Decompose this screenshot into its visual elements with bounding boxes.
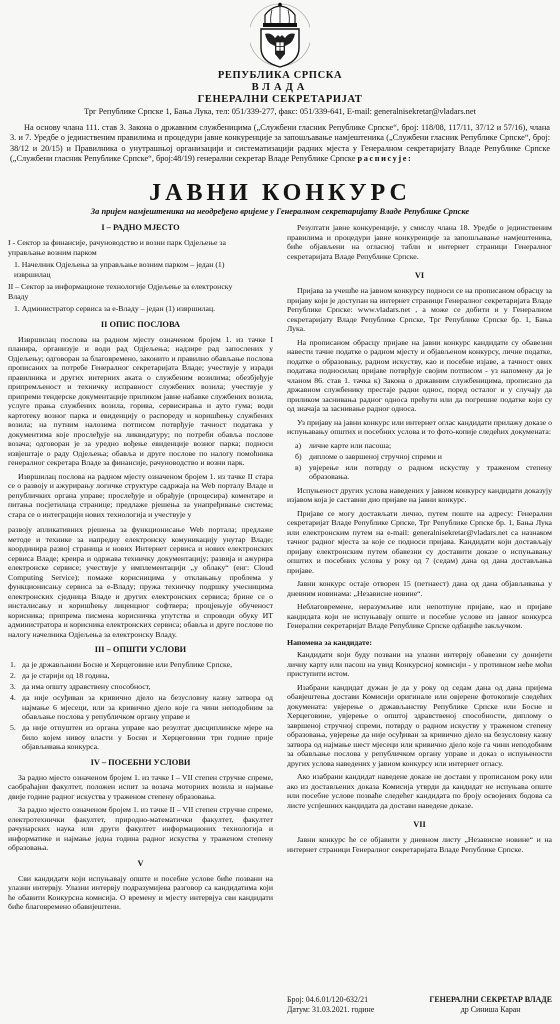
attachment-item <box>287 452 552 462</box>
document-footer <box>287 995 552 1019</box>
header-country: РЕПУБЛИКА СРПСКА <box>217 70 343 81</box>
signature-block <box>429 995 552 1015</box>
job-description-fleet-head: Извршилац послова на радном мјесту означеном бројем 1. из тачке I планира, организује и води рад Одјељења; надзире рад запослених у Одјељењу; одговоран за благовремено, законито и правилно обављање послова прописаних за потребе Генералног секретаријата Владе; учествује у изради правилника и других интерних аката о службеним возилима; обезбјеђује припремљеност и техничку исправност службених возила; учествује у припреми тендерске документације приликом јавне набавке службених возила, услуге прања службених возила, горива, сервисирања и ауто гума; води картотеку возног парка и евиденцију о распореду и коришћењу службених возила; на путним налозима потписом потврђује тачност података у документима које прослеђује на ликвидатуру; по потреби обавља послове возача; одговоран је за уредно вођење евиденције возног парка; подноси извјештаје о раду Одјељења; обавља и друге послове по налогу помоћника генералног секретара Владе за финансије, рачуноводство и возни парк. <box>8 334 273 467</box>
attachment-item <box>287 463 552 482</box>
open-period-paragraph: Јавни конкурс остаје отворен 15 (петнаест) дана од дана објављивања у дневним новинама: „Независне новине“. <box>287 579 552 598</box>
item-text: увјерење или потврду о радном искуству у траженом степену образовања. <box>309 462 552 481</box>
section-heading-general-conditions: III – ОПШТИ УСЛОВИ <box>94 645 187 654</box>
item-number: 3. <box>10 682 16 691</box>
coat-of-arms-icon <box>250 2 310 68</box>
publication-paragraph: Јавни конкурс ће се објавити у дневном листу „Независне новине“ и на интернет страници Генералног секретаријата Владе Републике Српске. <box>287 835 552 854</box>
left-column <box>8 223 273 916</box>
section-heading-job-positions: I – РАДНО МЈЕСТО <box>101 223 180 232</box>
item-text: дипломе о завршеној стручној спреми и <box>309 451 442 461</box>
section-heading-interview: V <box>137 858 144 868</box>
attachments-intro: Уз пријаву на јавни конкурс или интернет оглас кандидати прилажу доказе о испуњавању општих и посебних услова и то фото-копије следећих докумената: <box>287 417 552 436</box>
interview-paragraph: Сви кандидати који испуњавају опште и посебне услове биће позвани на улазни интервју. Улазни интервју подразумијева разговор са кандидатима који ће обавити Конкурсна комисија. О времену и мјесту интервјуа сви кандидати биће благовремено обавијештени. <box>8 873 273 911</box>
document-reference <box>287 995 374 1015</box>
right-column <box>287 223 552 1019</box>
item-text: да није отпуштен из органа управе као резултат дисциплинске мјере на било којем нивоу власти у Босни и Херцеговини три године прије објављивања конкурса. <box>22 723 273 751</box>
item-text: да није осуђиван за кривично дјело на безусловну казну затвора од најмање 6 мјесеци, или за кривично дјело које га чини неподобним за обављање послова у републичком органу управе и <box>22 693 273 721</box>
header-address: Трг Републике Српске 1, Бања Лука, тел: 051/339-277, факс: 051/339-641, E-mail: generalnisekretar@vladars.net <box>84 107 476 116</box>
job-egov-admin: 1. Администратор сервиса за е-Владу – један (1) извршилац. <box>14 304 216 313</box>
item-text: да има општу здравствену способност, <box>22 682 151 691</box>
general-condition-item <box>8 671 273 681</box>
general-condition-item <box>8 693 273 722</box>
item-mark: в) <box>295 462 302 472</box>
item-mark: б) <box>295 451 302 461</box>
note-documents-paragraph: Изабрани кандидат дужан је да у року од седам дана од дана пријема обавјештења достави Комисији оригинале или овјерене фотокопије следећих докумената: увјерење о држављанству Републике Српске или Босне и Херцеговине, увјерење о општој здравственој способности, диплому о завршеној стручној спреми, потврду о радном искуству у траженом степену образовања, увјерење да није осуђиван за кривично дјело на безусловну казну затвора од најмање шест мјесеци или кривично дјело које га чини неподобним за обављање послова у републичком органу управе и доказ о испуњености других услова наведених у јавном конкурсу или интернет огласу. <box>287 682 552 768</box>
special-conditions-fleet-head: За радно мјесто означеном бројем 1. из тачке I – VII степен стручне спреме, саобраћајни факултет, положен испит за возача моторних возила и најмање двије године радног искуства у траженом степену образовања. <box>8 772 273 801</box>
other-conditions-paragraph: Испуњеност других услова наведених у јавном конкурсу кандидати доказују изјавом која је саставни дио пријаве на јавни конкурс. <box>287 485 552 504</box>
page-subtitle: За пријем намјештеника на неодређено вријеме у Генералном секретаријату Владе Републике Српске <box>90 207 470 216</box>
note-heading: Напомена за кандидате: <box>287 637 372 647</box>
note-interview-paragraph: Кандидати који буду позвани на улазни интервју обавезни су донијети личну карту или пасош на увид Конкурсној комисији - у противном неће моћи приступити истом. <box>287 650 552 678</box>
section-heading-application: VI <box>414 271 425 280</box>
form-contents-paragraph: На прописаном обрасцу пријаве на јавни конкурс кандидати су обавезни навести тачне податке о радном мјесту и објављеном конкурсу, личне податке, податке о образовању, радном искуству, као и посебне изјаве, а тачност ових података подносилац пријаве потврђује својим потписом - уз напомену да је чланом 86. став 1. тачка к) Закона о државним службеницима, прописано да државном службенику престаје радни однос, поред осталог и у случају да приликом заснивања радног односа прећути или да погрешне податке који су од значаја за заснивање радног односа. <box>287 337 552 413</box>
section-heading-publication: VII <box>413 820 426 829</box>
section-heading-special-conditions: IV – ПОСЕБНИ УСЛОВИ <box>90 757 191 767</box>
rejection-paragraph: Неблаговремене, неразумљиве или непотпуне пријаве, као и пријаве кандидата који не испуњавају опште и посебне услове из јавног конкурса Генерални секретаријат Владе Републике Српске одбациће закључком. <box>287 602 552 630</box>
section-heading-job-description: II ОПИС ПОСЛОВА <box>100 319 181 329</box>
results-paragraph: Резултати јавне конкуренције, у смислу члана 18. Уредбе о јединственим правилима и процедури јавне конкуренције за запошљавање намјештеника, биће објављени на огласној табли и интернет страници Генералног секретаријата Владе Републике Српске. <box>287 223 552 261</box>
attachment-item <box>287 441 552 451</box>
item-number: 5. <box>10 723 16 732</box>
job-fleet-head: 1. Начелник Одјељења за управљање возним парком – један (1) извршилац <box>14 260 225 279</box>
general-condition-item <box>8 723 273 752</box>
item-text: да је старији од 18 година, <box>22 671 110 680</box>
item-number: 2. <box>10 671 16 680</box>
intro-paragraph <box>10 123 550 164</box>
signatory-title: ГЕНЕРАЛНИ СЕКРЕТАР ВЛАДЕ <box>429 995 552 1004</box>
item-number: 1. <box>10 660 16 669</box>
note-fallback-paragraph: Ако изабрани кандидат наведене доказе не достави у прописаном року или ако из достављених доказа Комисија утврди да кандидат не испуњава опште или посебне услове позваће следећег кандидата по броју освојених бодова са листе успјешних кандидата да достави наведене доказе. <box>287 772 552 810</box>
intro-action: расписује: <box>357 153 413 163</box>
item-number: 4. <box>10 693 16 702</box>
document-number: Број: 04.6.01/120-632/21 <box>287 995 369 1004</box>
header-office: ГЕНЕРАЛНИ СЕКРЕТАРИЈАТ <box>197 94 363 105</box>
submission-paragraph: Пријаве се могу достављати лично, путем поште на адресу: Генерални секретаријат Владе Републике Српске, Трг Републике Српске бр. 1, Бања Лука или електронским путем на е-mail: generalnisekretar@vladars.net са назнаком тачног радног мјеста за које се подноси пријава. Кандидати који достављају пријаву електронским путем обавезни су доставити доказе о испуњавању општих и посебних услова у року од 7 (седам) дана од дана достављања пријаве. <box>287 508 552 575</box>
signatory-name: др Синиша Каран <box>460 1005 521 1014</box>
document-date: Датум: 31.03.2021. године <box>287 1005 375 1014</box>
general-condition-item <box>8 682 273 692</box>
sector-finance: I - Сектор за финансије, рачуноводство и возни парк Одјељење за управљање возним парком <box>8 238 226 257</box>
job-description-egov-admin-continued: развоју апликативних рјешења за функционисање Web портала; предлаже методе и технике за напредну електронску комуникацију унутар Владе; координира развој страница и нових Интернет сервиса и нових електронских сервиса Владе; креира и одржава техничку документацију; развија и ажурира електронске сервисе; учествује у имплементацији „у облаку“ (енг: Cloud Computing Service); помаже корисницима у отклањању проблема у функционисању сервиса за е-Владу; пружа техничку подршку учесницима електронских сједница Владе и других електронских сервиса; брине се о инсталисању и коришћењу лиценцног софтвера; процјењује обученост корисника; припрема писмена корисничка упутства и спроводи обуку ИТ администратора и корисника електронских сервиса; обавља и друге послове по налогу начелника Одјељења за електронску Владу. <box>8 525 273 639</box>
application-form-paragraph: Пријава за учешће на јавном конкурсу подноси се на прописаном обрасцу за пријаву који је доступан на интернет страници Генералног секретаријата Владе Републике Српске: www.vladars.net , а може се добити и у Генералном секретаријату Владе Републике Српске, Трг Републике Српске бр. 1, Бања Лука. <box>287 286 552 333</box>
item-mark: а) <box>295 440 302 450</box>
sector-it: II – Сектор за информационе технологије Одјељење за електронску Владу <box>8 282 233 301</box>
page-title: ЈАВНИ КОНКУРС <box>149 180 411 206</box>
item-text: да је држављанин Босне и Херцеговине или Републике Српске, <box>22 660 233 669</box>
general-condition-item <box>8 660 273 670</box>
intro-text: На основу члана 111. став 3. Закона о државним службеницима („Службени гласник Републике Српске“, број: 118/08, 117/11, 37/12 и 57/16), члана 3. и 7. Уредбе о јединственим правилима и процедури јавне конкуренције за запошљавање намјештеника („Службени гласник Републике Српске“, број: 38/12 и 20/15) и Правилника о унутрашњој организацији и систематизацији радних мјеста у Генералном секретаријату Владе Републике Српске („Службени гласник Републике Српске“, број:48/19) генерални секретар Владе Републике Српске <box>10 123 550 163</box>
header-government: ВЛАДА <box>251 82 309 93</box>
item-text: личне карте или пасоша; <box>309 440 392 450</box>
job-description-egov-admin: Извршилац послова на радном мјесту означеном бројем 1. из тачке II стара се о развоју и ажурирању логичке структуре садржаја на Web порталу Владе и републичких органа управе; прослеђује и обрађује (процесира) коментаре и питања посјетилаца странице; предлаже рјешења за унапређивање система; стара се о интеграцији нових технологија и учествује у <box>8 471 273 519</box>
special-conditions-egov-admin: За радно мјесто означеном бројем 1. из тачке II – VII степен стручне спреме, електротехнички факултет, природно-математички факултет, факултет рачунарских наука или други факултет информационих технологија и информатике и најмање једна година радног искуства у траженом степену образовања. <box>8 805 273 852</box>
